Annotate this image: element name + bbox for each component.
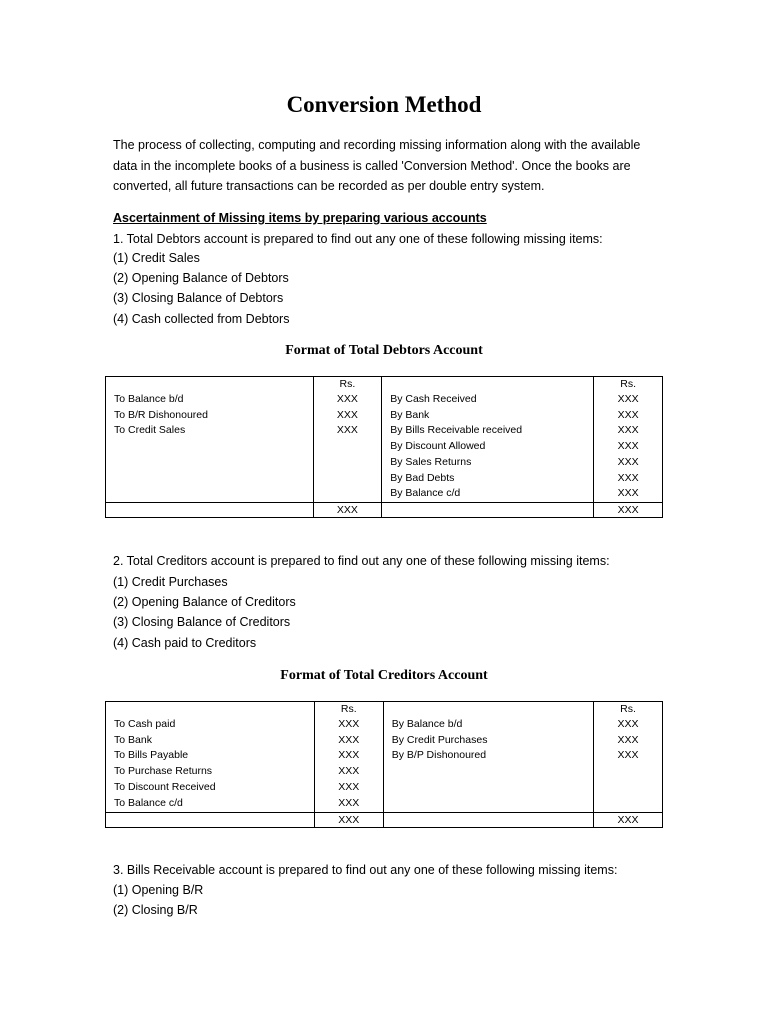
debit-amounts: [313, 392, 382, 503]
credit-amounts: [594, 392, 663, 503]
table-cell: XXX: [617, 455, 639, 468]
table-cell: To Purchase Returns: [114, 765, 213, 778]
debtors-intro: 1. Total Debtors account is prepared to find out any one of these following missing items:: [113, 231, 603, 246]
table-header-row: [106, 377, 663, 393]
table-cell: XXX: [617, 440, 639, 453]
table-cell: To Credit Sales: [114, 424, 186, 437]
credit-total: XXX: [594, 813, 663, 828]
table-cell: XXX: [338, 718, 360, 730]
table-cell: XXX: [338, 765, 360, 778]
list-item: (4) Cash collected from Debtors: [113, 311, 290, 326]
table-cell: XXX: [617, 718, 639, 730]
list-item: (4) Cash paid to Creditors: [113, 635, 257, 650]
table-cell: By Bank: [390, 408, 430, 421]
table-cell: XXX: [617, 749, 639, 762]
table-cell: XXX: [336, 424, 358, 437]
list-item: (2) Closing B/R: [113, 903, 198, 918]
list-item: (1) Credit Sales: [113, 251, 200, 265]
table-cell: XXX: [617, 424, 639, 437]
table-cell: XXX: [617, 393, 639, 405]
table-cell: By Bad Debts: [390, 471, 455, 484]
table-cell: XXX: [338, 733, 360, 746]
credit-total: XXX: [594, 503, 663, 518]
table-cell: By B/P Dishonoured: [391, 749, 487, 762]
intro-line: converted, all future transactions can be recorded as per double entry system.: [113, 179, 545, 193]
table-cell: By Sales Returns: [390, 455, 472, 468]
creditors-format-title: Format of Total Creditors Account: [280, 668, 488, 683]
table-cell: By Balance b/d: [391, 718, 463, 730]
table-cell: XXX: [338, 780, 360, 793]
table-cell: XXX: [338, 749, 360, 762]
table-cell: XXX: [336, 393, 358, 405]
debit-amounts: [314, 717, 383, 813]
page-title: Conversion Method: [286, 92, 482, 117]
table-total-row: [106, 503, 663, 518]
debtors-account-table: [105, 376, 663, 518]
table-body-row: [106, 717, 663, 813]
credit-amounts: [594, 717, 663, 813]
debtors-format-title: Format of Total Debtors Account: [285, 343, 483, 358]
credit-entries: [382, 392, 594, 503]
table-cell: XXX: [617, 471, 639, 484]
table-cell: To Balance b/d: [114, 393, 184, 405]
table-cell: To Cash paid: [114, 718, 176, 730]
bills-missing-items-list: [113, 880, 203, 920]
table-cell: By Balance c/d: [390, 487, 461, 500]
list-item: (2) Opening Balance of Debtors: [113, 271, 289, 286]
table-cell: XXX: [336, 408, 358, 421]
section-block: [113, 208, 673, 249]
table-cell: To Bank: [114, 733, 152, 746]
rs-header: Rs.: [314, 702, 383, 718]
debit-total: XXX: [313, 503, 382, 518]
table-header-row: [106, 702, 663, 718]
table-cell: To Bills Payable: [114, 749, 189, 762]
list-item: (3) Closing Balance of Debtors: [113, 291, 284, 306]
table-body-row: [106, 392, 663, 503]
table-cell: XXX: [617, 487, 639, 500]
table-cell: To B/R Dishonoured: [114, 408, 208, 421]
table-cell: XXX: [617, 408, 639, 421]
list-item: (1) Opening B/R: [113, 883, 204, 897]
list-item: (3) Closing Balance of Creditors: [113, 615, 291, 630]
rs-header: Rs.: [594, 702, 663, 718]
list-item: (1) Credit Purchases: [113, 575, 228, 589]
creditors-intro: 2. Total Creditors account is prepared to find out any one of these following missing items:: [113, 554, 610, 568]
table-cell: By Cash Received: [390, 393, 477, 405]
table-cell: XXX: [617, 733, 639, 746]
rs-header: Rs.: [313, 377, 382, 393]
table-cell: XXX: [338, 796, 360, 809]
debit-entries: [106, 717, 315, 813]
table-cell: By Credit Purchases: [391, 733, 488, 746]
section-heading: Ascertainment of Missing items by preparing various accounts: [113, 211, 487, 225]
table-cell: By Bills Receivable received: [390, 424, 523, 437]
debtors-missing-items-list: [113, 248, 289, 329]
creditors-missing-items-list: [113, 572, 296, 653]
table-total-row: [106, 813, 663, 828]
bills-intro: 3. Bills Receivable account is prepared to find out any one of these following missing items:: [113, 863, 618, 877]
intro-line: The process of collecting, computing and recording missing information along with the available: [113, 138, 641, 152]
debit-entries: [106, 392, 314, 503]
table-cell: To Balance c/d: [114, 796, 183, 809]
table-cell: By Discount Allowed: [390, 440, 486, 453]
rs-header: Rs.: [594, 377, 663, 393]
list-item: (2) Opening Balance of Creditors: [113, 595, 296, 610]
table-cell: To Discount Received: [114, 780, 216, 793]
credit-entries: [383, 717, 593, 813]
debit-total: XXX: [314, 813, 383, 828]
intro-paragraph: [113, 135, 673, 197]
creditors-account-table: [105, 701, 663, 828]
intro-line: data in the incomplete books of a business is called 'Conversion Method'. Once the books are: [113, 158, 631, 173]
